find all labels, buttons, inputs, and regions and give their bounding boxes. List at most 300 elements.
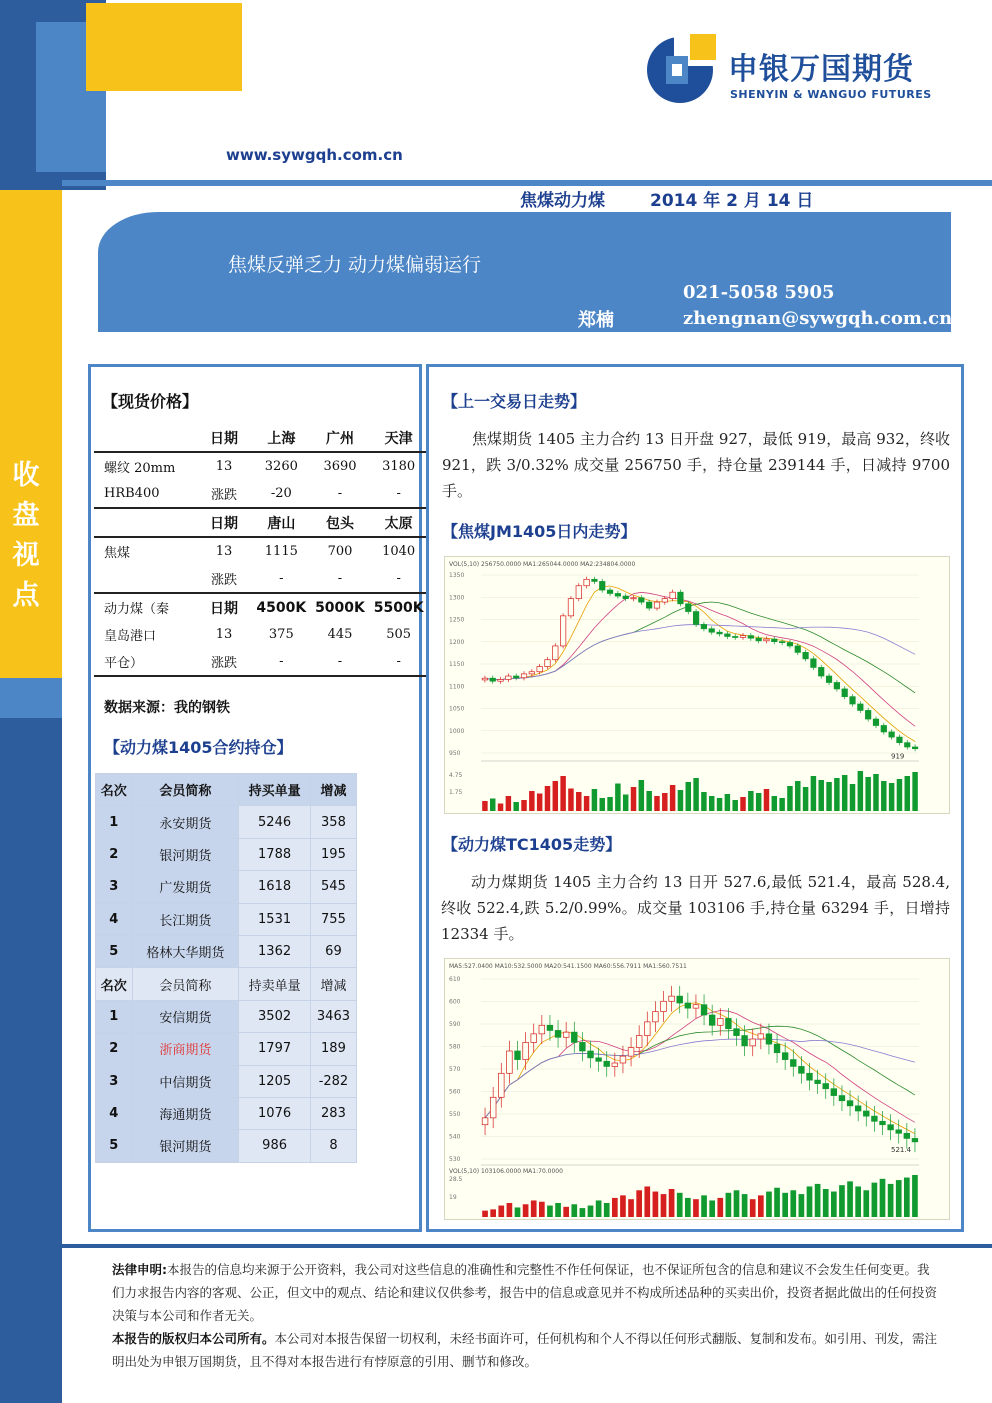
- positions-cell: 755: [310, 903, 356, 935]
- positions-cell: 长江期货: [132, 903, 239, 935]
- candle-body: [758, 1034, 764, 1039]
- candle-body: [685, 1003, 691, 1008]
- spot-cell: 3690: [311, 452, 370, 480]
- positions-row: [96, 1130, 357, 1162]
- volume-bar: [865, 777, 870, 811]
- positions-cell: 格林大华期货: [132, 935, 239, 967]
- candle-body: [818, 667, 823, 676]
- candle-body: [576, 586, 581, 599]
- candle-body: [620, 1056, 626, 1063]
- candle-body: [678, 592, 683, 604]
- candle-body: [790, 1060, 796, 1067]
- candle-body: [904, 1133, 910, 1138]
- report-category: 焦煤动力煤: [520, 191, 605, 211]
- positions-cell: 海通期货: [132, 1097, 239, 1129]
- volume-bar: [766, 1192, 772, 1217]
- candle-body: [596, 1058, 602, 1061]
- candle-body: [531, 1034, 537, 1043]
- spot-cell: 天津: [384, 430, 413, 447]
- positions-cell: 广发期货: [132, 871, 239, 903]
- volume-bar: [669, 1189, 675, 1217]
- candle-body: [897, 737, 902, 743]
- volume-bar: [580, 1208, 586, 1217]
- positions-cell: 名次: [96, 774, 133, 806]
- candle-body: [604, 1061, 610, 1066]
- positions-cell: 545: [310, 871, 356, 903]
- positions-cell: 3502: [239, 1000, 311, 1032]
- volume-bar: [881, 781, 886, 811]
- volume-bar: [521, 800, 526, 811]
- volume-bar: [537, 794, 542, 812]
- positions-cell: 1618: [239, 871, 311, 903]
- tc-text: 动力煤期货 1405 主力合约 13 日开 527.6,最低 521.4，最高 528.4,终收 522.4,跌 5.2/0.99%。成交量 103106 手,持仓量 63294 手，日增持 12334 手。: [441, 873, 950, 943]
- spot-item-name: 平仓）: [94, 648, 196, 676]
- y-tick-label: 1050: [449, 705, 465, 713]
- candle-body: [748, 636, 753, 639]
- candle-body: [787, 643, 792, 646]
- candle-body: [865, 710, 870, 719]
- positions-cell: 5246: [239, 806, 311, 838]
- y-tick-label: 580: [449, 1043, 461, 1051]
- spot-row: [94, 537, 428, 565]
- candle-body: [490, 1097, 496, 1118]
- logo-mark-icon: [644, 34, 720, 104]
- candle-body: [709, 629, 714, 632]
- volume-bar: [615, 784, 620, 812]
- volume-bar: [596, 1200, 602, 1217]
- positions-cell: 中信期货: [132, 1065, 239, 1097]
- positions-cell: 1531: [239, 903, 311, 935]
- positions-cell: 会员简称: [132, 968, 239, 1000]
- prev-day-title: 【上一交易日走势】: [442, 392, 587, 411]
- candle-body: [571, 1032, 577, 1042]
- candle-body: [750, 1039, 756, 1046]
- candle-body: [734, 1029, 740, 1036]
- volume-bar: [740, 797, 745, 811]
- volume-bar: [897, 779, 902, 811]
- volume-bar: [858, 771, 863, 811]
- positions-cell: 3463: [310, 1000, 356, 1032]
- candle-body: [599, 581, 604, 590]
- volume-bar: [750, 1199, 756, 1217]
- y-tick-label: 600: [449, 998, 461, 1006]
- spot-cell: 包头: [325, 515, 354, 532]
- candle-body: [662, 599, 667, 602]
- spot-cell: 5000K: [315, 599, 365, 616]
- spot-cell: 涨跌: [196, 480, 252, 508]
- candle-body: [654, 602, 659, 608]
- y-tick-label: 1250: [449, 616, 465, 624]
- candle-body: [498, 1073, 504, 1097]
- volume-bar: [758, 1195, 764, 1217]
- close-price-label: 521.4: [891, 1145, 912, 1154]
- candle-body: [782, 1053, 788, 1060]
- volume-bar: [717, 798, 722, 811]
- positions-cell: 会员简称: [132, 774, 239, 806]
- candle-body: [507, 1051, 513, 1073]
- spot-cell: -: [369, 565, 428, 593]
- volume-bar: [545, 786, 550, 811]
- volume-bar: [732, 800, 737, 811]
- legal-disclaimer: [112, 1258, 938, 1373]
- volume-bar: [563, 1207, 569, 1217]
- spot-cell: -20: [252, 480, 311, 508]
- chart-legend: MA5:527.0400 MA10:532.5000 MA20:541.1500 MA60:556.7911 MA1:560.7511: [449, 963, 687, 970]
- candle-body: [693, 612, 698, 625]
- volume-bar: [623, 795, 628, 812]
- tc-chart-title: 【动力煤TC1405走势】: [442, 835, 622, 854]
- positions-cell: 5: [96, 1130, 133, 1162]
- candle-body: [545, 660, 550, 667]
- candle-body: [839, 1096, 845, 1101]
- volume-bar: [490, 799, 495, 812]
- author-phone: 021-5058 5905: [683, 282, 835, 303]
- volume-bar: [531, 1200, 537, 1217]
- candle-body: [863, 1111, 869, 1116]
- y-tick-label: 570: [449, 1066, 461, 1073]
- candle-body: [912, 1138, 918, 1141]
- volume-bar: [515, 1207, 521, 1217]
- volume-bar: [553, 781, 558, 811]
- volume-bar: [576, 792, 581, 811]
- candle-body: [872, 1116, 878, 1121]
- volume-bar: [701, 792, 706, 811]
- spot-item-name: [94, 508, 196, 537]
- volume-bar: [539, 1202, 545, 1217]
- volume-bar: [725, 794, 730, 811]
- volume-bar: [701, 1195, 707, 1217]
- candle-body: [701, 1005, 707, 1015]
- y-tick-label: 1200: [449, 638, 465, 646]
- volume-bar: [803, 787, 808, 811]
- candle-body: [537, 667, 542, 672]
- author-email[interactable]: zhengnan@sywgqh.com.cn: [683, 308, 953, 329]
- candle-body: [815, 1080, 821, 1083]
- spot-row: [94, 424, 428, 452]
- candle-body: [881, 725, 886, 731]
- tc-chart: [444, 958, 950, 1220]
- report-date: 2014 年 2 月 14 日: [650, 191, 814, 211]
- candle-body: [717, 632, 722, 634]
- side-bar-strip: [0, 678, 62, 718]
- candle-body: [644, 1022, 650, 1036]
- candle-body: [506, 676, 511, 679]
- candle-body: [560, 616, 565, 646]
- volume-bar: [842, 775, 847, 811]
- volume-bar: [560, 776, 565, 811]
- spot-row: [94, 480, 428, 508]
- candle-body: [717, 1018, 723, 1025]
- volume-bar: [568, 789, 573, 812]
- spot-cell: -: [369, 648, 428, 676]
- volume-bar: [523, 1204, 529, 1217]
- candle-body: [607, 590, 612, 593]
- positions-cell: 1076: [239, 1097, 311, 1129]
- candle-body: [686, 604, 691, 612]
- spot-item-name: [94, 424, 196, 452]
- candle-body: [732, 636, 737, 637]
- candle-body: [612, 1063, 618, 1066]
- jm-chart-svg: [445, 557, 949, 813]
- positions-cell: 5: [96, 935, 133, 967]
- volume-bar: [850, 784, 855, 811]
- candle-body: [568, 599, 573, 616]
- positions-row: [96, 1065, 357, 1097]
- side-label: 收盘视点: [12, 460, 40, 611]
- candle-body: [772, 639, 777, 642]
- volume-bar: [498, 1206, 504, 1217]
- volume-bar: [748, 791, 753, 811]
- spot-row: [94, 648, 428, 676]
- data-source: 数据来源：我的钢铁: [104, 700, 230, 716]
- candle-body: [498, 679, 503, 681]
- volume-bar: [717, 1198, 723, 1217]
- candle-body: [592, 579, 597, 581]
- candle-body: [482, 678, 487, 680]
- spot-cell: 太原: [384, 515, 413, 532]
- volume-bar: [513, 802, 518, 811]
- volume-bar: [799, 1194, 805, 1217]
- spot-item-name: 动力煤（秦: [104, 602, 170, 617]
- spot-cell: 1040: [369, 537, 428, 565]
- candle-body: [653, 1012, 659, 1022]
- candle-body: [795, 646, 800, 652]
- volume-bar: [677, 1193, 683, 1217]
- volume-bar: [482, 801, 487, 811]
- positions-cell: 1205: [239, 1065, 311, 1097]
- positions-cell: -282: [310, 1065, 356, 1097]
- y-tick-label: 1100: [449, 683, 465, 691]
- positions-cell: 8: [310, 1130, 356, 1162]
- author-name: 郑楠: [578, 310, 614, 331]
- volume-bar: [834, 778, 839, 811]
- candle-body: [701, 624, 706, 628]
- y-tick-label: 950: [449, 750, 461, 757]
- positions-cell: 安信期货: [132, 1000, 239, 1032]
- spot-cell: 445: [327, 627, 353, 642]
- candle-body: [766, 1034, 772, 1044]
- volume-bar: [639, 780, 644, 811]
- spot-cell: 1115: [252, 537, 311, 565]
- spot-cell: 13: [196, 537, 252, 565]
- spot-cell: -: [252, 565, 311, 593]
- positions-cell: 2: [96, 838, 133, 870]
- candle-body: [553, 646, 558, 660]
- positions-cell: 1362: [239, 935, 311, 967]
- spot-cell: -: [311, 480, 370, 508]
- spot-cell: 日期: [210, 515, 238, 532]
- spot-cell: 3180: [369, 452, 428, 480]
- positions-cell: 4: [96, 903, 133, 935]
- y-tick-label: 1350: [449, 572, 465, 579]
- volume-bar: [631, 787, 636, 811]
- candle-body: [670, 592, 675, 598]
- logo-text-en: SHENYIN & WANGUO FUTURES: [730, 88, 932, 101]
- volume-bar: [604, 1203, 610, 1217]
- volume-bar: [686, 782, 691, 811]
- report-title: 焦煤反弹乏力 动力煤偏弱运行: [228, 254, 482, 276]
- y-tick-label: 530: [449, 1156, 461, 1163]
- candle-body: [636, 1036, 642, 1048]
- y-tick-label: 560: [449, 1088, 461, 1096]
- spot-item-name: 焦煤: [94, 537, 196, 565]
- close-price-label: 919: [891, 752, 905, 761]
- positions-cell: 1: [96, 1000, 133, 1032]
- volume-bar: [498, 804, 503, 812]
- candle-body: [764, 639, 769, 641]
- candle-body: [826, 676, 831, 682]
- volume-bar: [873, 774, 878, 811]
- positions-cell: 986: [239, 1130, 311, 1162]
- volume-bar: [847, 1181, 853, 1217]
- candle-body: [725, 634, 730, 637]
- spot-cell: 700: [311, 537, 370, 565]
- candle-body: [584, 579, 589, 585]
- volume-bar: [855, 1186, 861, 1217]
- positions-cell: 银河期货: [132, 838, 239, 870]
- y-tick-label: 1150: [449, 661, 465, 668]
- candle-body: [888, 1125, 894, 1130]
- candle-body: [880, 1121, 886, 1124]
- volume-bar: [807, 1186, 813, 1217]
- candle-body: [855, 1106, 861, 1111]
- volume-legend: VOL(5,10) 103106.0000 MA1:70.0000: [449, 1168, 563, 1175]
- candle-body: [693, 1005, 699, 1008]
- candle-body: [850, 697, 855, 704]
- y-tick-label: 1300: [449, 594, 465, 602]
- spot-cell: 13: [215, 627, 233, 642]
- candle-body: [628, 1048, 634, 1057]
- candle-body: [709, 1015, 715, 1025]
- volume-bar: [599, 798, 604, 811]
- spot-cell: -: [311, 648, 370, 676]
- spot-cell: 上海: [267, 430, 296, 447]
- moving-average-line: [485, 625, 915, 680]
- volume-bar: [653, 1192, 659, 1217]
- positions-table: [95, 773, 357, 1163]
- spot-cell: -: [369, 480, 428, 508]
- spot-cell: -: [252, 648, 311, 676]
- tc-chart-svg: [445, 959, 949, 1219]
- positions-cell: 195: [310, 838, 356, 870]
- disclaimer-text: 本报告的信息均来源于公开资料，我公司对这些信息的准确性和完整性不作任何保证，也不保证所包含的信息和建议不会发生任何变更。我们力求报告内容的客观、公正，但文中的观点、结论和建议仅供参考，报告中的信息或意见并不构成所述品种的买卖出价，投资者据此做出的任何投资决策与本公司和作者无关。: [112, 1262, 938, 1323]
- volume-bar: [826, 782, 831, 811]
- positions-row: [96, 871, 357, 903]
- volume-bar: [592, 789, 597, 811]
- spot-price-title: 【现货价格】: [102, 392, 199, 411]
- positions-cell: 浙商期货: [132, 1033, 239, 1065]
- candle-body: [847, 1101, 853, 1106]
- candle-body: [523, 1042, 529, 1059]
- volume-bar: [490, 1209, 496, 1217]
- volume-bar: [880, 1179, 886, 1217]
- volume-bar: [662, 793, 667, 811]
- positions-cell: 3: [96, 1065, 133, 1097]
- volume-bar: [818, 780, 823, 811]
- candle-body: [555, 1030, 561, 1037]
- spot-cell: 13: [196, 452, 252, 480]
- volume-bar: [872, 1183, 878, 1217]
- spot-cell: 日期: [210, 600, 238, 617]
- y-tick-label: 540: [449, 1133, 461, 1141]
- volume-bar: [693, 778, 698, 811]
- volume-bar: [620, 1195, 626, 1217]
- candle-body: [823, 1084, 829, 1089]
- candle-body: [677, 996, 683, 1003]
- candle-body: [774, 1044, 780, 1053]
- volume-bar: [628, 1199, 634, 1217]
- positions-cell: 持买单量: [239, 774, 311, 806]
- candle-body: [639, 598, 644, 602]
- spot-item-name: HRB400: [94, 480, 196, 508]
- volume-bar: [555, 1203, 561, 1217]
- volume-bar: [612, 1198, 618, 1217]
- candle-body: [756, 638, 761, 641]
- spot-price-table: [94, 424, 428, 677]
- candle-body: [588, 1051, 594, 1058]
- candle-body: [905, 743, 910, 747]
- y-tick-label: 610: [449, 976, 461, 983]
- positions-row: [96, 1033, 357, 1065]
- spot-cell: 4500K: [256, 599, 307, 616]
- volume-bar: [726, 1193, 732, 1217]
- candle-body: [896, 1130, 902, 1133]
- positions-cell: 永安期货: [132, 806, 239, 838]
- positions-row: [96, 935, 357, 967]
- volume-bar: [661, 1194, 667, 1217]
- candle-body: [580, 1042, 586, 1051]
- y-tick-label: 550: [449, 1111, 461, 1118]
- volume-bar: [811, 776, 816, 811]
- volume-bar: [779, 798, 784, 811]
- candle-body: [834, 682, 839, 688]
- candle-body: [513, 676, 518, 678]
- volume-bar: [734, 1190, 740, 1217]
- spot-row: [94, 593, 428, 621]
- spot-row: [94, 452, 428, 480]
- volume-tick-label: 4.75: [449, 772, 463, 779]
- volume-bar: [678, 790, 683, 811]
- spot-cell: 3260: [252, 452, 311, 480]
- chart-legend: VOL(5,10) 256750.0000 MA1:265044.0000 MA2:234804.0000: [449, 561, 636, 568]
- spot-item-name: [94, 565, 196, 593]
- positions-row: [96, 903, 357, 935]
- positions-cell: 增减: [310, 774, 356, 806]
- positions-cell: 增减: [310, 968, 356, 1000]
- candle-body: [803, 652, 808, 658]
- positions-cell: 189: [310, 1033, 356, 1065]
- positions-cell: 69: [310, 935, 356, 967]
- volume-bar: [547, 1206, 553, 1217]
- volume-bar: [774, 1188, 780, 1217]
- candle-body: [547, 1025, 553, 1030]
- candle-body: [490, 678, 495, 681]
- volume-bar: [646, 791, 651, 811]
- positions-row: [96, 1097, 357, 1129]
- candle-body: [889, 732, 894, 737]
- candle-body: [912, 747, 917, 749]
- website-link[interactable]: www.sywgqh.com.cn: [226, 146, 403, 164]
- volume-bar: [839, 1185, 845, 1217]
- positions-cell: 1: [96, 806, 133, 838]
- candle-body: [615, 593, 620, 596]
- footer-divider: [62, 1244, 992, 1248]
- spot-cell: 广州: [325, 430, 354, 447]
- candle-body: [740, 636, 745, 638]
- volume-bar: [507, 1203, 513, 1217]
- candle-body: [842, 689, 847, 697]
- volume-bar: [795, 781, 800, 811]
